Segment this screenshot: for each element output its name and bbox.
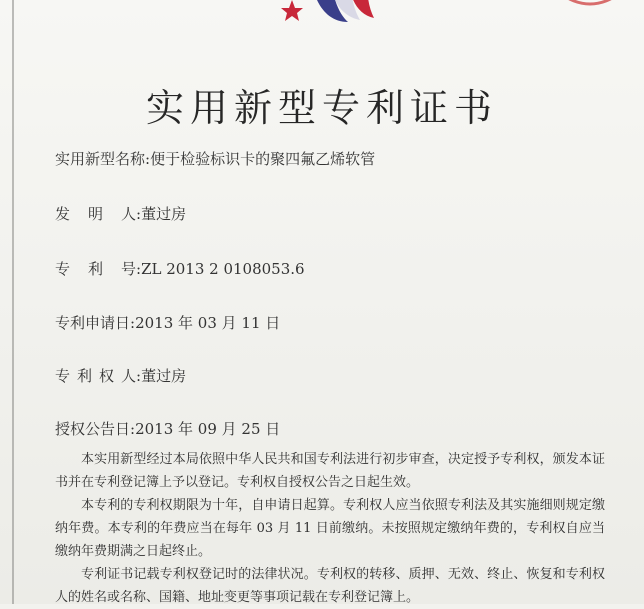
patent-number-value: ZL 2013 2 0108053.6	[141, 260, 305, 278]
patent-number-label-char: 号:	[121, 260, 142, 278]
patentee-label-char: 权	[99, 367, 115, 385]
patentee-value: 董过房	[141, 367, 187, 385]
patentee-label-char: 利	[77, 367, 93, 385]
inventor-label-char: 明	[88, 205, 104, 223]
filing-date-label: 专利申请日:	[55, 314, 136, 332]
patent-number-label-char: 专	[55, 260, 71, 278]
patentee-label-char: 人:	[121, 367, 142, 385]
grant-date-row	[55, 418, 280, 439]
seal-stamp	[544, 0, 624, 12]
filing-date-value: 2013 年 03 月 11 日	[135, 314, 281, 332]
patentee-label-char: 专	[55, 367, 71, 385]
inventor-label-char: 人:	[121, 205, 142, 223]
utility-model-name-row	[55, 148, 375, 169]
patentee-row	[55, 365, 186, 386]
utility-model-name-value: 便于检验标识卡的聚四氟乙烯软管	[150, 150, 376, 168]
patent-number-label-char: 利	[88, 260, 104, 278]
filing-date-row	[55, 312, 280, 333]
body-paragraph: 专利证书记载专利权登记时的法律状况。专利权的转移、质押、无效、终止、恢复和专利权人的姓名或名称、国籍、地址变更等事项记载在专利登记簿上。	[55, 567, 605, 605]
emblem-logo	[270, 0, 390, 28]
inventor-row	[55, 203, 186, 224]
patentee-label	[55, 365, 141, 386]
patent-number-row	[55, 258, 305, 279]
grant-date-value: 2013 年 09 月 25 日	[135, 420, 281, 438]
inventor-label-char: 发	[55, 205, 71, 223]
certificate-title: 实用新型专利证书	[145, 86, 498, 131]
inventor-value: 董过房	[141, 205, 187, 223]
inventor-label	[55, 203, 141, 224]
utility-model-name-label: 实用新型名称:	[55, 150, 151, 168]
certificate-body	[55, 448, 605, 609]
body-paragraph: 本实用新型经过本局依照中华人民共和国专利法进行初步审查，决定授予专利权，颁发本证书并在专利登记簿上予以登记。专利权自授权公告之日起生效。	[55, 452, 605, 490]
body-paragraph: 本专利的专利权期限为十年，自申请日起算。专利权人应当依照专利法及其实施细则规定缴纳年费。本专利的年费应当在每年 03 月 11 日前缴纳。未按照规定缴纳年费的，专利权自应当缴纳年费期满之日起终止。	[55, 498, 605, 559]
grant-date-label: 授权公告日:	[55, 420, 136, 438]
patent-number-label	[55, 258, 141, 279]
